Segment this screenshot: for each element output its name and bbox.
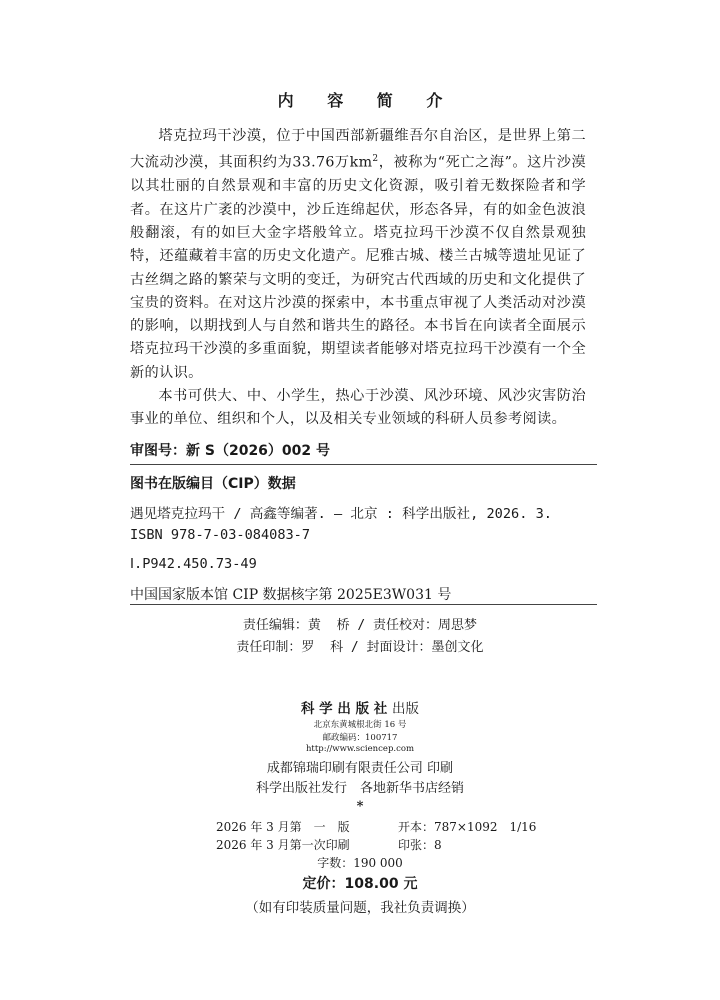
word-count: 字数：190 000 bbox=[317, 856, 403, 870]
publisher-name: 科 学 出 版 社 出版 bbox=[300, 701, 419, 717]
cip-line: 遇见塔克拉玛干 / 高鑫等编著. — 北京 : 科学出版社, 2026. 3. bbox=[130, 506, 552, 522]
edition: 2026 年 3 月第 一 版 bbox=[216, 820, 350, 834]
price: 定价：108.00 元 bbox=[302, 876, 418, 892]
map-review-number: 审图号：新 S（2026）002 号 bbox=[130, 443, 331, 459]
intro-paragraph: 本书可供大、中、小学生，热心于沙漠、风沙环境、风沙灾害防治事业的单位、组织和个人，以及相关专业领域的科研人员参考阅读。 bbox=[130, 388, 586, 428]
intro-paragraph: 塔克拉玛干沙漠，位于中国西部新疆维吾尔自治区，是世界上第二大流动沙漠，其面积约为33.76万$km^2$，被称为“死亡之海”。这片沙漠以其壮丽的自然景观和丰富的历史文化资源，吸引着无数探险者和学者。在这片广袤的沙漠中，沙丘连绵起伏，形态各异，有的如金色波浪般翻滚，有的如巨大金字塔般耸立。塔克拉玛干沙漠不仅自然景观独特，还蕴藏着丰富的历史文化遗产。尼雅古城、楼兰古城等遗址见证了古丝绸之路的繁荣与文明的变迁，为研究古代西域的历史和文化提供了宝贵的资料。在对这片沙漠的探索中，本书重点审视了人类活动对沙漠的影响，以期找到人与自然和谐共生的路径。本书旨在向读者全面展示塔克拉玛干沙漠的多重面貌，期望读者能够对塔克拉玛干沙漠有一个全新的认识。 bbox=[130, 128, 586, 381]
sheets: 印张：8 bbox=[398, 838, 442, 852]
printer: 成都锦瑞印刷有限责任公司 印刷 bbox=[266, 761, 454, 776]
publisher-address: 北京东黄城根北街 16 号 bbox=[313, 720, 407, 730]
cip-classification: Ⅰ.P942.450.73-49 bbox=[130, 556, 257, 572]
publisher-url: http://www.sciencep.com bbox=[305, 744, 415, 754]
separator-star: * bbox=[356, 799, 364, 814]
print-credits: 责任印制：罗 科 / 封面设计：墨创文化 bbox=[236, 640, 484, 655]
distributor: 科学出版社发行 各地新华书店经销 bbox=[255, 781, 464, 796]
printing: 2026 年 3 月第一次印刷 bbox=[216, 838, 350, 852]
divider bbox=[130, 604, 597, 605]
quality-notice: （如有印装质量问题，我社负责调换） bbox=[245, 900, 475, 916]
superscript: 2 bbox=[372, 154, 379, 165]
postcode: 邮政编码：100717 bbox=[322, 733, 398, 743]
cip-heading: 图书在版编目（CIP）数据 bbox=[130, 476, 296, 492]
cip-line: ISBN 978-7-03-084083-7 bbox=[130, 527, 311, 543]
editor-credits: 责任编辑：黄 桥 / 责任校对：周思梦 bbox=[242, 618, 478, 633]
format: 开本：787×1092 1/16 bbox=[398, 820, 537, 834]
cip-data-number: 中国国家版本馆 CIP 数据核字第 2025E3W031 号 bbox=[130, 587, 452, 603]
book-introduction bbox=[130, 125, 586, 432]
page-title: 内 容 简 介 bbox=[277, 91, 457, 110]
divider bbox=[130, 464, 597, 465]
